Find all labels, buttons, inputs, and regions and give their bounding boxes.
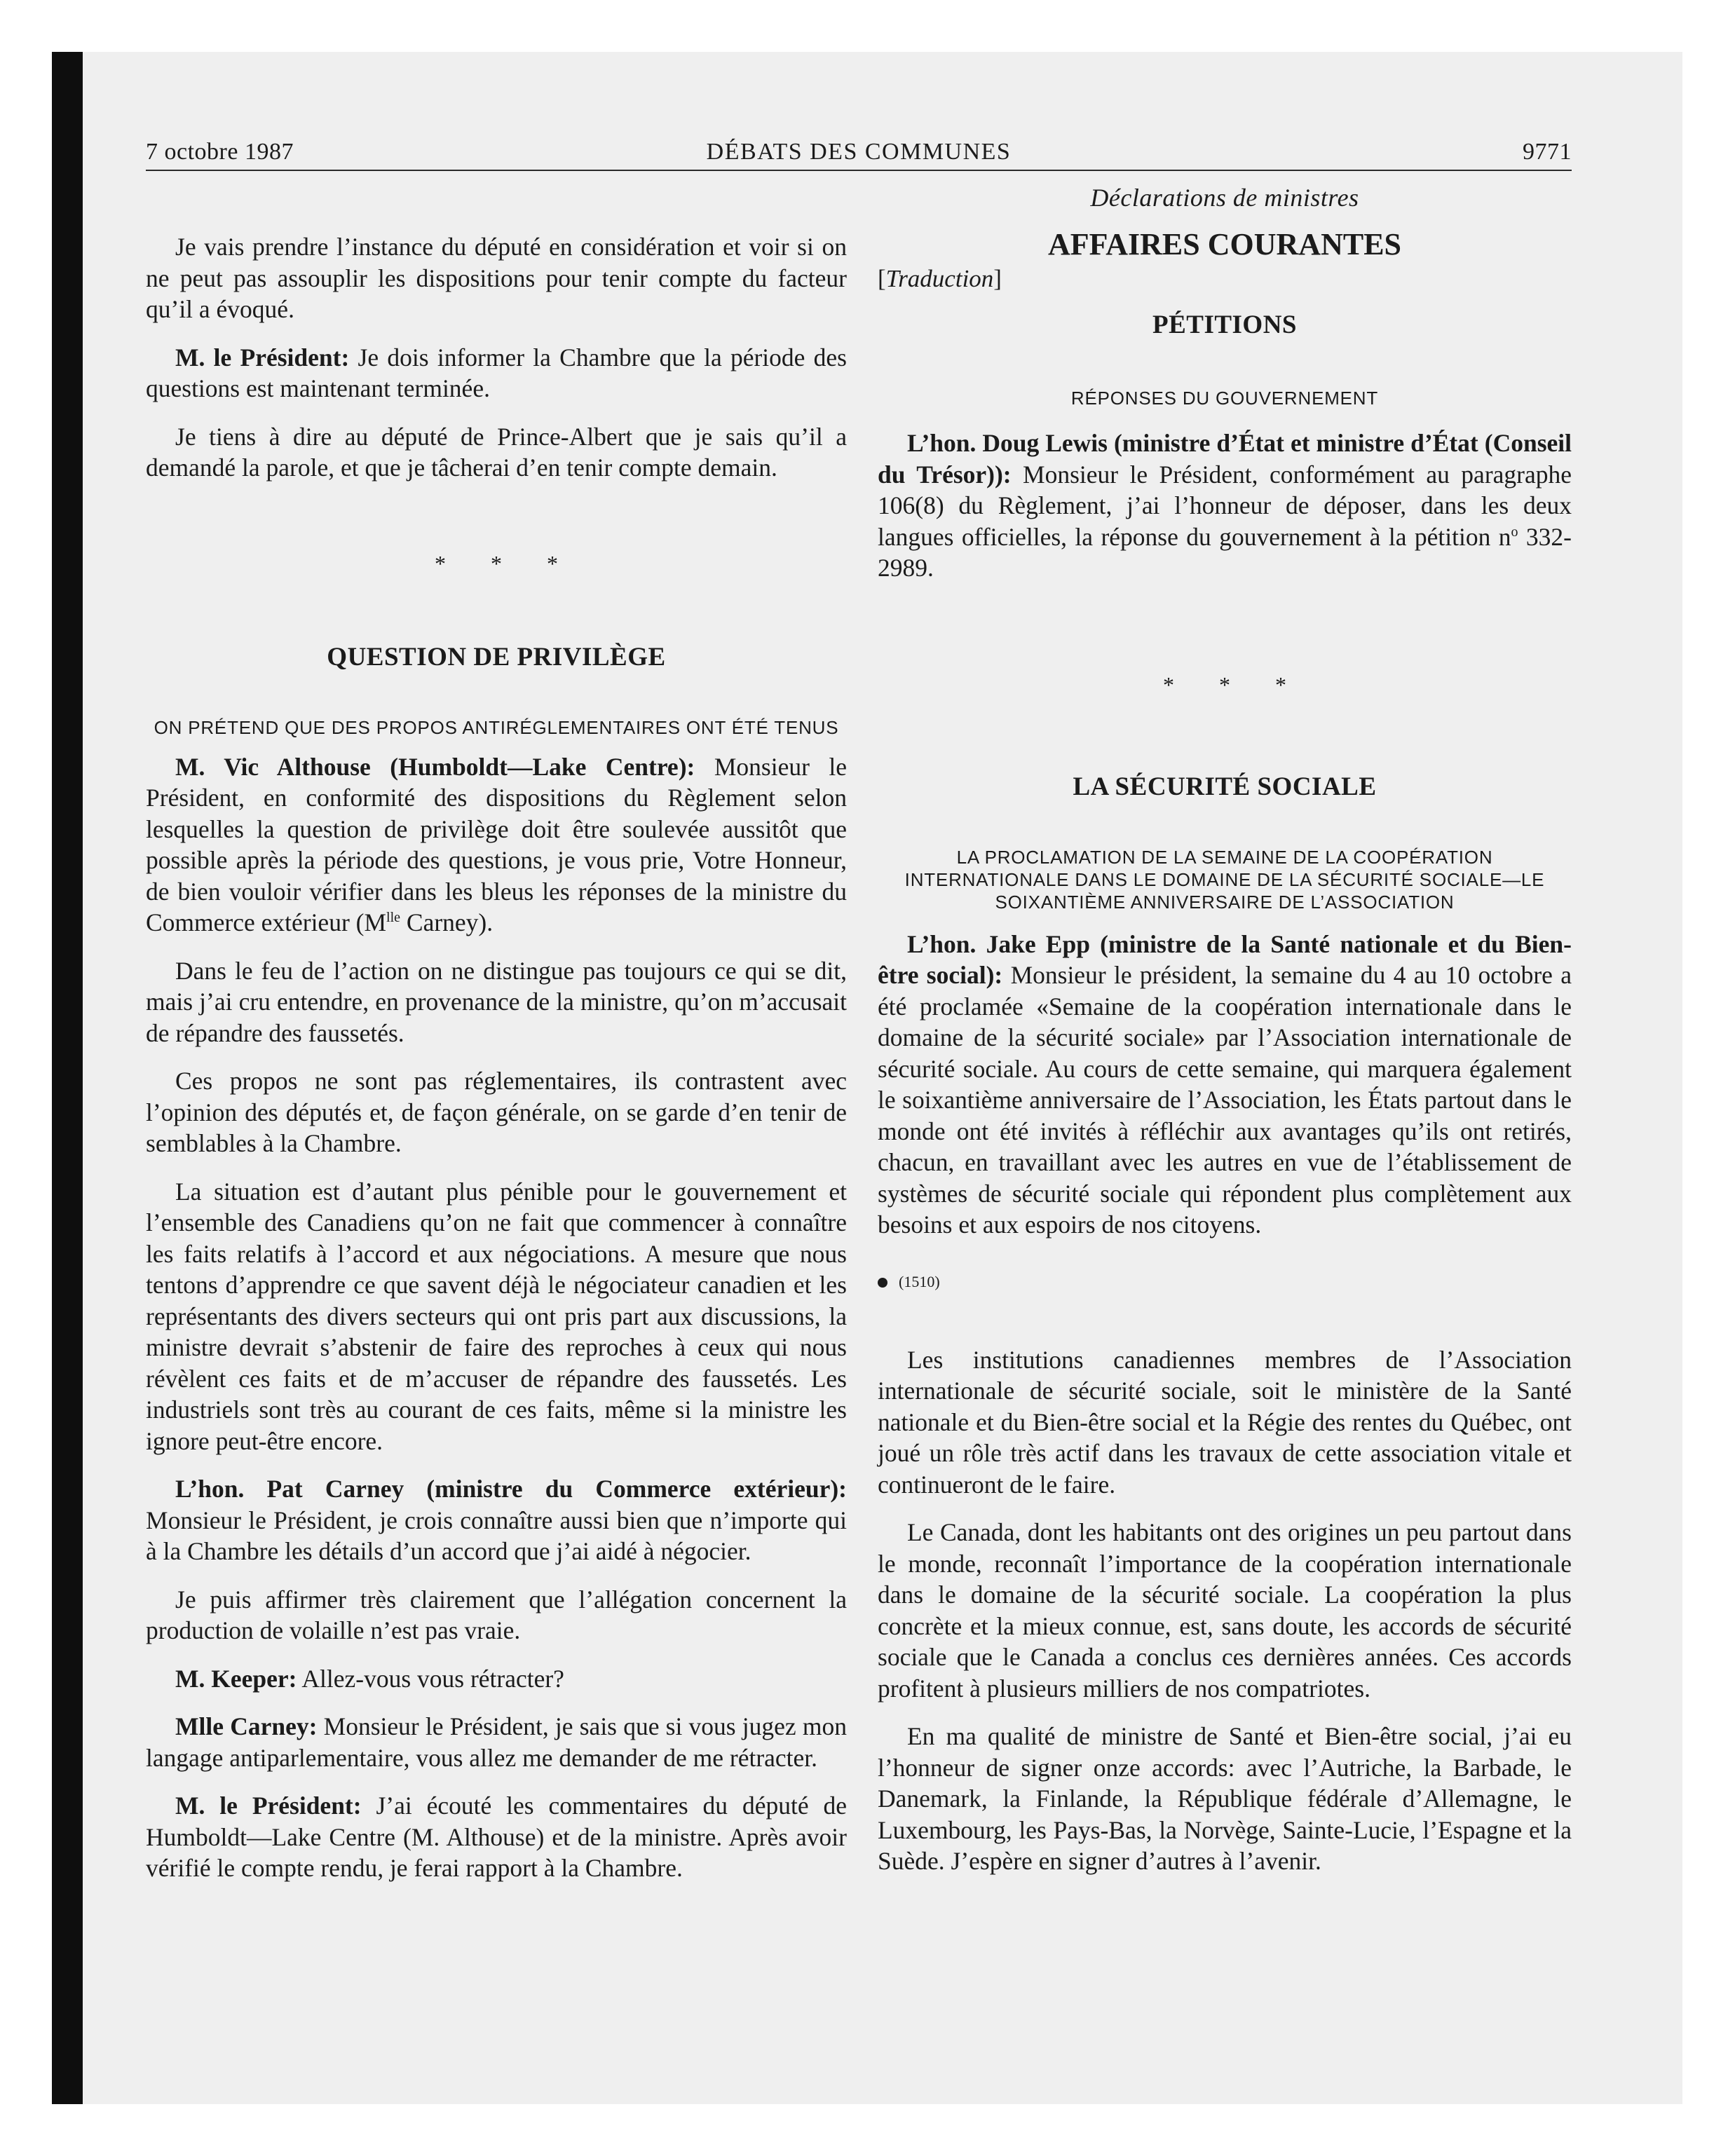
paragraph: En ma qualité de ministre de Santé et Bien-être social, j’ai eu l’honneur de signer onze accords: avec l’Autriche, la Barbade, le Danemark, la Finlande, la République fédérale d’Allemagne, le Luxembourg, les Pays-Bas, la Norvège, Sainte-Lucie, l’Espagne et la Suède. J’espère en signer d’autres à l’avenir.	[878, 1722, 1572, 1875]
paragraph: Je puis affirmer très clairement que l’allégation concernent la production de volaille n’est pas vraie.	[146, 1585, 847, 1644]
time-marker: (1510)	[878, 1271, 1572, 1292]
paragraph: Les institutions canadiennes membres de l’Association internationale de sécurité sociale, soit le ministère de la Santé nationale et du Bien-être social et la Régie des rentes du Québec, ont joué un rôle très actif dans les travaux de cette association vitale et continueront de le faire.	[878, 1345, 1572, 1499]
section-heading: QUESTION DE PRIVILÈGE	[327, 642, 666, 671]
section-subheading: RÉPONSES DU GOUVERNEMENT	[1070, 388, 1379, 409]
header-date: 7 octobre 1987	[146, 139, 294, 165]
speaker-name: L’hon. Doug Lewis (ministre d’État et ministre d’État (Conseil du Trésor)):	[878, 429, 1572, 489]
speaker-name: L’hon. Pat Carney (ministre du Commerce extérieur):	[175, 1475, 847, 1503]
major-heading: AFFAIRES COURANTES	[1047, 227, 1402, 261]
speaker-name: L’hon. Jake Epp (ministre de la Santé nationale et du Bien-être social):	[878, 929, 1572, 989]
speaker-name: M. Vic Althouse (Humboldt—Lake Centre):	[175, 752, 695, 781]
section-subheading: LA PROCLAMATION DE LA SEMAINE DE LA COOPÉRATION INTERNATIONALE DANS LE DOMAINE DE LA SÉCURITÉ SOCIALE—LE SOIXANTIÈME ANNIVERSAIRE DE L’ASSOCIATION	[904, 846, 1545, 913]
running-header	[146, 139, 1572, 171]
paragraph: Mlle Carney: Monsieur le Président, je sais que si vous jugez mon langage antiparlementaire, vous allez me demander de me rétracter.	[146, 1712, 847, 1772]
header-title: DÉBATS DES COMMUNES	[706, 139, 1012, 165]
paragraph: M. le Président: J’ai écouté les commentaires du député de Humboldt—Lake Centre (M. Althouse) et de la ministre. Après avoir vérifié le compte rendu, je ferai rapport à la Chambre.	[146, 1792, 847, 1882]
speaker-name: Mlle Carney:	[175, 1712, 318, 1740]
right-column	[878, 182, 1572, 1894]
binding-edge	[52, 52, 83, 2104]
section-heading: LA SÉCURITÉ SOCIALE	[1073, 772, 1377, 801]
paragraph: Le Canada, dont les habitants ont des origines un peu partout dans le monde, reconnaît l’importance de la coopération internationale dans le domaine de la sécurité sociale. La coopération la plus concrète et la mieux connue, est, sans doute, les accords de sécurité sociale que le Canada a conclus ces dernières années. Ces accords profitent à plusieurs milliers de nos compatriotes.	[878, 1518, 1572, 1703]
paragraph: L’hon. Doug Lewis (ministre d’État et ministre d’État (Conseil du Trésor)): Monsieur le Président, conformément au paragraphe 106(8) du Règlement, j’ai l’honneur de déposer, dans les deux langues officielles, la réponse du gouvernement à la pétition $n^o$ 332-2989.	[878, 429, 1572, 582]
speaker-name: M. Keeper:	[175, 1664, 297, 1693]
paragraph: L’hon. Pat Carney (ministre du Commerce extérieur): Monsieur le Président, je crois connaître aussi bien que n’importe qui à la Chambre les détails d’un accord que j’ai aidé à négocier.	[146, 1475, 847, 1565]
paragraph: Je vais prendre l’instance du député en considération et voir si on ne peut pas assouplir les dispositions pour tenir compte du facteur qu’il a évoqué.	[146, 233, 847, 323]
section-separator: * * *	[435, 550, 578, 576]
paragraph: M. Keeper: Allez-vous vous rétracter?	[175, 1664, 564, 1693]
speaker-name: M. le Président:	[175, 343, 350, 371]
section-separator: * * *	[1163, 671, 1306, 697]
section-label: Déclarations de ministres	[1090, 184, 1359, 212]
section-heading: PÉTITIONS	[1152, 311, 1297, 339]
paragraph: M. le Président: Je dois informer la Chambre que la période des questions est maintenant terminée.	[146, 343, 848, 402]
section-subheading: ON PRÉTEND QUE DES PROPOS ANTIRÉGLEMENTAIRES ONT ÉTÉ TENUS	[154, 716, 839, 738]
paragraph: Dans le feu de l’action on ne distingue pas toujours ce qui se dit, mais j’ai cru entendre, en provenance de la ministre, qu’on m’accusait de répandre des faussetés.	[146, 956, 847, 1047]
paragraph: Je tiens à dire au député de Prince-Albert que je sais qu’il a demandé la parole, et que je tâcherai d’en tenir compte demain.	[146, 422, 847, 482]
bullet-icon	[878, 1278, 887, 1288]
paragraph: La situation est d’autant plus pénible pour le gouvernement et l’ensemble des Canadiens qu’on ne fait que commencer à connaître les faits relatifs à l’accord et aux négociations. A mesure que nous tentons d’apprendre ce que savent déjà le négociateur canadien et les représentants des divers secteurs qui ont pris part aux discussions, la ministre devrait s’abstenir de faire des reproches à ceux qui nous révèlent ces faits et de m’accuser de répandre des faussetés. Les industriels sont très au courant de ces faits, même si la ministre les ignore peut-être encore.	[146, 1177, 847, 1455]
translation-note: [Traduction]	[878, 265, 1002, 292]
left-column	[146, 182, 847, 1901]
paragraph: L’hon. Jake Epp (ministre de la Santé nationale et du Bien-être social): Monsieur le président, la semaine du 4 au 10 octobre a été proclamée «Semaine de la coopération internationale dans le domaine de la sécurité sociale» par l’Association internationale de sécurité sociale. Au cours de cette semaine, qui marquera également le soixantième anniversaire de l’Association, les États partout dans le monde ont été invités à réfléchir aux avantages qu’ils ont retirés, chacun, en travaillant avec les autres en vue de l’établissement de systèmes de sécurité sociale qui répondent plus complètement aux besoins et aux espoirs de nos citoyens.	[878, 929, 1572, 1239]
paragraph: M. Vic Althouse (Humboldt—Lake Centre): Monsieur le Président, en conformité des dispositions du Règlement selon lesquelles la question de privilège doit être soulevée aussitôt que possible après la période des questions, je vous prie, Votre Honneur, de bien vouloir vérifier dans les bleus les réponses de la ministre du Commerce extérieur ($M^{lle}$ Carney).	[146, 752, 847, 936]
paragraph: Ces propos ne sont pas réglementaires, ils contrastent avec l’opinion des députés et, de façon générale, on se garde d’en tenir de semblables à la Chambre.	[146, 1067, 847, 1157]
page-number: 9771	[1523, 139, 1572, 165]
speaker-name: M. le Président:	[175, 1792, 362, 1820]
